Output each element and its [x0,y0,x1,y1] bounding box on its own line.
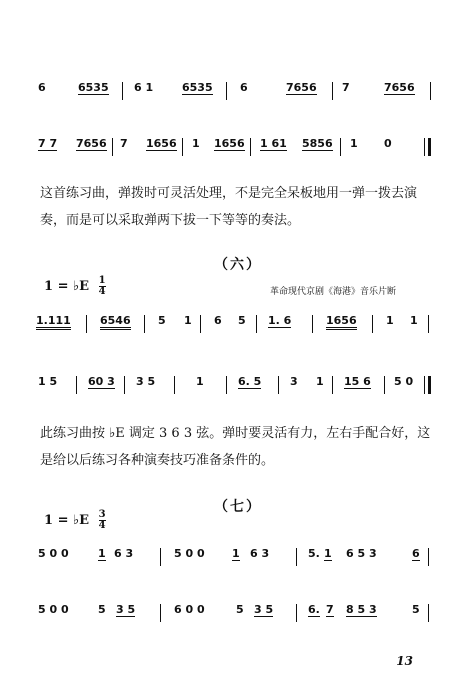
note-group: 5 [98,603,106,616]
note-group: 7656 [286,81,317,94]
note-group: 1.111 [36,315,71,330]
note-group: 7656 [384,81,415,94]
notation-row-4 [0,376,467,396]
barline [200,315,201,333]
final-barline [428,138,431,156]
note-group: 3 5 [116,603,136,616]
note-group: 7 7 [38,137,58,150]
paragraph-2: 此练习曲按 ♭E 调定 3 6 3 弦。弹时要灵活有力，左右手配合好，这是给以后练习各种演奏技巧准备条件的。 [40,426,431,468]
note-group: 3 5 [254,603,274,616]
note-group: 5 [158,314,166,327]
section-6-title: （六） [214,257,262,273]
note-group: 1 [232,547,240,560]
barline [312,315,313,333]
notation-row-6 [0,604,467,624]
barline [428,548,429,566]
barline [226,82,227,100]
note-group: 6 5 3 [346,547,377,560]
notation-row-1 [0,82,467,102]
note-group: 15 6 [344,375,371,388]
barline [182,138,183,156]
barline [428,315,429,333]
barline [340,138,341,156]
barline [278,376,279,394]
barline [424,376,425,394]
note-group: 8 5 3 [346,603,377,616]
note-group: 1656 [214,137,245,150]
time-signature: $\frac{1}{4}$ [98,275,106,297]
section-6-key-signature [44,276,106,297]
barline [160,604,161,622]
note-group: 5 [236,603,244,616]
note-group: 3 5 [136,375,156,388]
note-group: 5 0 [394,375,414,388]
note-group: 7656 [76,137,107,150]
note-group: 5 [238,314,246,327]
barline [256,315,257,333]
note-group: 7 [326,603,334,616]
paragraph-1: 这首练习曲，弹拨时可灵活处理，不是完全呆板地用一弹一拨去演奏，而是可以采取弹两下拔一下等等的奏法。 [40,186,418,228]
barline [332,376,333,394]
barline [174,376,175,394]
note-group: 1 [98,547,106,560]
note-group: 1 [350,137,358,150]
note-group: 1 [410,314,418,327]
note-group: 1 [192,137,200,150]
barline [332,82,333,100]
note-group: 6546 [100,315,131,330]
note-group: 0 [384,137,392,150]
note-group: 5856 [302,137,333,150]
note-group: 6. 5 [238,375,262,388]
barline [372,315,373,333]
note-group: 1 [196,375,204,388]
section-7-key-signature [44,510,106,531]
note-group: 5 0 0 [38,603,69,616]
note-group: 5 0 0 [38,547,69,560]
notation-row-5 [0,548,467,568]
note-group: 3 [290,375,298,388]
notation-row-2 [0,138,467,158]
barline [226,376,227,394]
note-group: 6 0 0 [174,603,205,616]
note-group: 6 1 [134,81,154,94]
note-group: 6. [308,603,320,616]
key-label: 1 = ♭E [44,279,90,294]
note-group: 1 5 [38,375,58,388]
time-signature: $\frac{3}{4}$ [98,509,106,531]
barline [122,82,123,100]
note-group: 1 [324,547,332,560]
barline [430,82,431,100]
barline [144,315,145,333]
note-group: 6535 [78,81,109,94]
barline [424,138,425,156]
note-group: 60 3 [88,375,115,388]
note-group: 6 [412,547,420,560]
note-group: 6535 [182,81,213,94]
note-group: 6 3 [114,547,134,560]
section-6-source: 革命现代京剧《海港》音乐片断 [270,287,397,297]
barline [160,548,161,566]
note-group: 7 [342,81,350,94]
barline [124,376,125,394]
note-group: 1 [316,375,324,388]
note-group: 1656 [146,137,177,150]
note-group: 1 61 [260,137,287,150]
note-group: 6 [214,314,222,327]
barline [296,548,297,566]
barline [384,376,385,394]
barline [86,315,87,333]
note-group: 1. 6 [268,314,292,327]
barline [250,138,251,156]
section-7-title: （七） [214,499,262,515]
barline [296,604,297,622]
barline [76,376,77,394]
note-group: 1 [184,314,192,327]
final-barline [428,376,431,394]
note-group: 5 [412,603,420,616]
note-group: 1 [386,314,394,327]
note-group: 7 [120,137,128,150]
barline [428,604,429,622]
note-group: 5 0 0 [174,547,205,560]
note-group: 5. [308,547,320,560]
key-label: 1 = ♭E [44,513,90,528]
note-group: 1656 [326,315,357,330]
note-group: 6 [240,81,248,94]
barline [112,138,113,156]
note-group: 6 [38,81,46,94]
notation-row-3 [0,315,467,335]
note-group: 6 3 [250,547,270,560]
page-number: 13 [396,654,413,668]
